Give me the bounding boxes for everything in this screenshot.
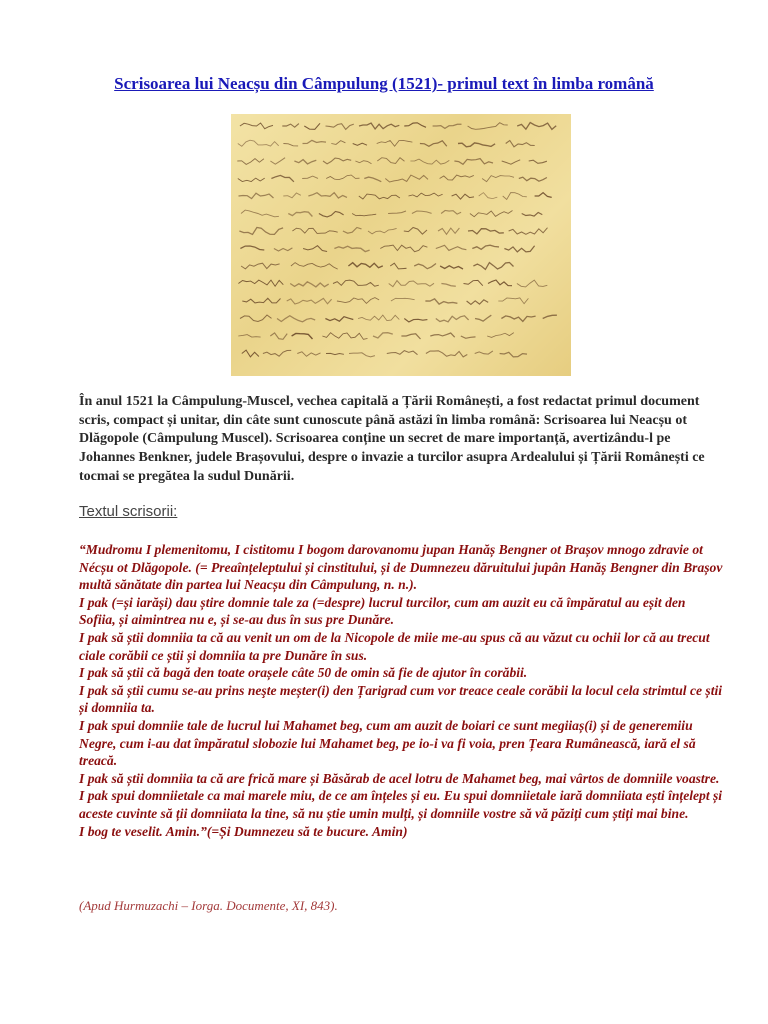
handwriting-stroke: [404, 123, 426, 128]
handwriting-stroke: [529, 160, 547, 163]
handwriting-stroke: [389, 281, 434, 287]
handwriting-stroke: [373, 333, 393, 338]
handwriting-stroke: [322, 333, 367, 340]
handwriting-stroke: [461, 336, 476, 338]
handwriting-stroke: [404, 319, 427, 322]
handwriting-stroke: [238, 280, 283, 286]
letter-paragraph: I pak să știi domniia ta că are frică mare și Băsărab de acel lotru de Mahamet beg, mai vârtos de domniile voastre.: [79, 770, 720, 786]
handwriting-stroke: [304, 123, 320, 129]
handwriting-stroke: [239, 193, 274, 198]
handwriting-stroke: [271, 175, 294, 181]
handwriting-stroke: [380, 245, 427, 252]
handwriting-stroke: [334, 246, 369, 251]
handwriting-stroke: [319, 212, 344, 217]
handwriting-stroke: [302, 176, 318, 178]
handwriting-stroke: [238, 140, 279, 146]
handwriting-stroke: [333, 280, 379, 286]
handwriting-stroke: [241, 210, 279, 217]
handwriting-stroke: [509, 228, 548, 235]
section-heading: Textul scrisorii:: [79, 503, 178, 520]
handwriting-stroke: [240, 246, 264, 250]
handwriting-stroke: [343, 228, 362, 234]
handwriting-stroke: [349, 353, 375, 357]
handwriting-stroke: [292, 228, 337, 233]
handwriting-stroke: [242, 350, 259, 357]
handwriting-stroke: [498, 298, 528, 304]
handwriting-stroke: [326, 175, 359, 180]
handwriting-stroke: [325, 317, 353, 322]
handwriting-stroke: [412, 211, 432, 214]
handwriting-stroke: [410, 159, 449, 164]
handwriting-stroke: [426, 351, 467, 357]
handwriting-stroke: [436, 316, 469, 322]
handwriting-stroke: [468, 123, 508, 130]
handwriting-stroke: [517, 280, 547, 287]
handwriting-stroke: [241, 263, 280, 269]
handwriting-stroke: [326, 353, 344, 354]
handwriting-stroke: [283, 144, 298, 146]
handwriting-stroke: [458, 143, 495, 147]
handwriting-stroke: [287, 298, 332, 304]
handwriting-stroke: [385, 175, 428, 182]
handwriting-stroke: [401, 334, 420, 339]
handwriting-stroke: [452, 194, 474, 199]
handwriting-stroke: [454, 159, 493, 165]
letter-paragraph: I pak spui domniie tale de lucrul lui Mahamet beg, cum am auzit de boiari ce sunt megiiaș(i) și de generemiiu Negre, cum i-au dat împăratul slobozie lui Mahamet beg, pe io-i va fi voia, pren Țeara Rumânească, iară el să treacă.: [79, 717, 696, 769]
handwriting-stroke: [475, 315, 491, 321]
letter-paragraph: I pak spui domniietale ca mai marele miu, de ce am înțeles și eu. Eu spui domniietale iară domniiata ești înțelept și aceste cuvinte să ții domniiata la tine, să nu știe umin mulți, și domniile vostre să vă păziți cum știți mai bine.: [79, 788, 723, 821]
handwriting-stroke: [503, 193, 527, 200]
handwriting-stroke: [468, 229, 504, 234]
handwriting-stroke: [467, 300, 489, 305]
letter-paragraph: I pak (=și iarăși) dau știre domnie tale za (=despre) lucrul turcilor, cum am auzit eu că împăratul au eșit den Sofiia, și aimintrea nu e, și se-au dus în sus pre Dunăre.: [79, 594, 686, 628]
intro-paragraph: În anul 1521 la Câmpulung-Muscel, vechea capitală a Țării Românești, a fost redactat primul document scris, compact și unitar, din câte sunt cunoscute până astăzi în limba română: Scrisoarea lui Neacșu ot Dlăgopole (Câmpulung Muscel). Scrisoarea conține un secret de mare importanță, avertizându-l pe Johannes Benkner, judele Brașovului, despre o invazie a turcilor asupra Ardealului și Țării Românești ce tocmai se pregătea la sudul Dunării.: [79, 394, 705, 484]
handwriting-stroke: [353, 143, 367, 145]
manuscript-image: [231, 114, 571, 376]
handwriting-stroke: [438, 228, 459, 234]
handwriting-stroke: [440, 266, 463, 269]
letter-paragraph: I pak să știi domniia ta că au venit un om de la Nicopole de miie me-au spus că au văzut cu ochii lor că au trecut ciale corăbii ce știi și domniia ta pre Dunăre în sus.: [79, 629, 710, 663]
handwriting-stroke: [238, 178, 265, 181]
letter-text: [79, 541, 724, 840]
handwriting-stroke: [475, 351, 493, 354]
page-title-link[interactable]: Scrisoarea lui Neacșu din Câmpulung (1521)- primul text în limba română: [114, 74, 654, 93]
handwriting-stroke: [270, 333, 287, 339]
source-citation: (Apud Hurmuzachi – Iorga. Documente, XI, 843).: [79, 898, 338, 913]
handwriting-stroke: [290, 282, 329, 287]
handwriting-stroke: [355, 161, 371, 164]
handwriting-stroke: [409, 193, 443, 197]
handwriting-stroke: [283, 193, 301, 198]
handwriting-stroke: [368, 228, 397, 233]
handwriting-stroke: [430, 333, 454, 337]
handwriting-stroke: [297, 352, 320, 357]
handwriting-stroke: [303, 246, 327, 252]
handwriting-stroke: [420, 141, 447, 147]
handwriting-stroke: [414, 264, 436, 269]
manuscript-handwriting: [231, 114, 571, 376]
handwriting-stroke: [242, 298, 280, 303]
handwriting-stroke: [441, 284, 455, 287]
handwriting-stroke: [348, 263, 382, 268]
handwriting-stroke: [535, 193, 552, 198]
handwriting-stroke: [425, 299, 457, 304]
handwriting-stroke: [488, 280, 512, 286]
handwriting-stroke: [522, 213, 543, 217]
handwriting-stroke: [323, 158, 351, 164]
handwriting-stroke: [274, 248, 293, 251]
handwriting-stroke: [288, 212, 312, 217]
handwriting-stroke: [377, 141, 413, 147]
handwriting-stroke: [390, 263, 406, 269]
handwriting-stroke: [291, 263, 338, 270]
handwriting-stroke: [337, 298, 379, 304]
handwriting-stroke: [263, 350, 291, 356]
handwriting-stroke: [282, 124, 299, 128]
letter-paragraph: I pak să știi că bagă den toate orașele câte 50 de omin să fie de ajutor în corăbii.: [79, 665, 528, 681]
handwriting-stroke: [473, 263, 513, 270]
handwriting-stroke: [352, 214, 376, 216]
letter-paragraph: I bog te veselit. Amin.”(=Și Dumnezeu să te bucure. Amin): [79, 823, 408, 839]
handwriting-stroke: [359, 194, 400, 199]
handwriting-stroke: [237, 159, 264, 165]
handwriting-stroke: [238, 335, 260, 338]
handwriting-stroke: [436, 245, 467, 250]
letter-paragraph: I pak să știi cumu se-au prins neşte meșter(i) den Țarigrad cum vor treace ceale corăbii la locul cela strimtul ce știi și domniia ta.: [79, 682, 723, 716]
handwriting-stroke: [506, 141, 535, 147]
handwriting-stroke: [388, 211, 406, 214]
handwriting-stroke: [239, 228, 283, 235]
handwriting-stroke: [479, 193, 498, 199]
handwriting-stroke: [470, 211, 513, 217]
handwriting-stroke: [331, 141, 345, 145]
handwriting-stroke: [277, 316, 315, 322]
handwriting-stroke: [270, 158, 285, 165]
handwriting-stroke: [464, 280, 483, 285]
handwriting-stroke: [501, 316, 535, 322]
handwriting-stroke: [240, 123, 273, 129]
handwriting-stroke: [543, 315, 557, 318]
handwriting-stroke: [359, 123, 399, 129]
handwriting-stroke: [303, 140, 327, 143]
letter-paragraph: “Mudromu I plemenitomu, I cistitomu I bogom darovanomu jupan Hanăș Bengner ot Brașov mnogo zdravie ot Nécșu ot Dlăgopole. (= Preaînțeleptului și cinstitului, și de Dumnezeu dăruitului jupân Hanăș Bengner din Brașov multă sănătate din partea lui Neacșu din Câmpulung, n. n.).: [79, 542, 723, 593]
handwriting-stroke: [294, 160, 316, 164]
handwriting-stroke: [391, 298, 415, 301]
handwriting-stroke: [358, 315, 399, 321]
handwriting-stroke: [326, 124, 354, 130]
handwriting-stroke: [387, 351, 418, 355]
handwriting-stroke: [487, 333, 514, 338]
handwriting-stroke: [517, 123, 556, 130]
handwriting-stroke: [472, 245, 499, 249]
handwriting-stroke: [482, 176, 514, 182]
handwriting-stroke: [500, 352, 527, 357]
handwriting-stroke: [377, 158, 404, 164]
handwriting-stroke: [519, 177, 547, 181]
handwriting-stroke: [433, 124, 462, 128]
handwriting-stroke: [441, 211, 461, 215]
handwriting-stroke: [504, 246, 534, 252]
handwriting-stroke: [440, 175, 474, 180]
handwriting-stroke: [308, 193, 347, 198]
handwriting-stroke: [292, 334, 313, 340]
handwriting-stroke: [502, 160, 521, 164]
handwriting-stroke: [364, 177, 381, 182]
handwriting-stroke: [404, 228, 427, 235]
handwriting-stroke: [240, 315, 272, 322]
